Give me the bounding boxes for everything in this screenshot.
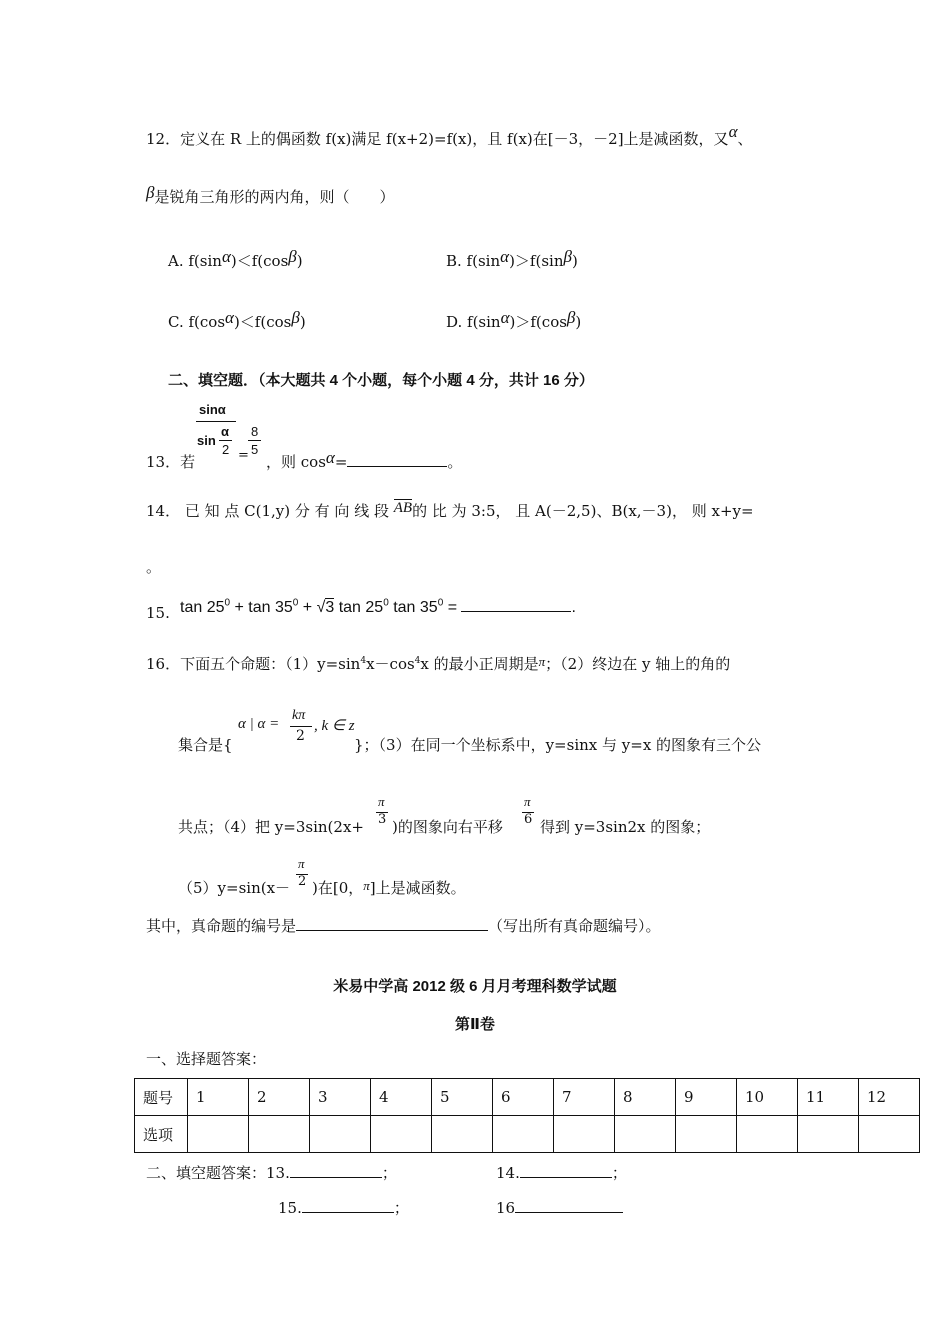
q16-text: x 的最小正周期是 (420, 655, 539, 673)
option-text: )＜f(cos (230, 252, 289, 270)
table-cell: 4 (371, 1079, 432, 1116)
q16-line2b: }；（3）在同一个坐标系中，y=sinx 与 y=x 的图象有三个公 (354, 736, 762, 754)
q16-answer-blank[interactable] (296, 915, 488, 931)
answer-cell[interactable] (554, 1116, 615, 1153)
pi-half-den: 2 (298, 874, 307, 889)
alpha-symbol: α (325, 448, 335, 467)
q16-line4a: （5）y=sin(x－ (178, 879, 291, 897)
q16-line2 (178, 734, 233, 755)
option-text: ) (575, 313, 582, 331)
formula-part: tan 25 (180, 599, 225, 616)
power-sup: 4 (360, 656, 367, 666)
q13-fraction-bar (196, 421, 236, 422)
blank-16[interactable] (515, 1197, 623, 1213)
degree-sup: 0 (292, 597, 299, 609)
q16-line3b: )的图象向右平移 (392, 818, 503, 836)
alpha-symbol: α (221, 247, 231, 266)
formula-part: tan 35 (388, 599, 438, 616)
q15-line (146, 604, 170, 622)
q14-text-a: 14． 已 知 点 C(1,y) 分 有 向 线 段 (146, 502, 389, 520)
fill-row-2 (278, 1197, 409, 1218)
power-sup: 4 (414, 656, 421, 666)
formula-part: + tan 35 (230, 599, 293, 616)
blank-16-label: 16 (496, 1199, 516, 1217)
degree-sup: 0 (437, 597, 444, 609)
formula-part: tan 25 (334, 599, 384, 616)
table-row (135, 1079, 920, 1116)
q12-line1 (146, 122, 753, 149)
q16-text: （写出所有真命题编号）。 (488, 917, 661, 935)
option-text: ) (571, 252, 578, 270)
q16-text: 集合是{ (178, 736, 233, 754)
vector-ab (394, 499, 412, 517)
q16-text: ]上是减函数。 (369, 879, 466, 897)
alpha-symbol: α (257, 716, 266, 732)
option-text: B. f(sin (446, 252, 501, 270)
table-cell: 7 (554, 1079, 615, 1116)
table-cell: 6 (493, 1079, 554, 1116)
q13-fraction-num: sinα (199, 402, 226, 417)
q16-text: x－cos (366, 655, 415, 673)
option-text: )＜f(cos (233, 313, 292, 331)
set-den: 2 (296, 728, 305, 744)
answer-cell[interactable] (188, 1116, 249, 1153)
beta-symbol: β (291, 308, 300, 327)
q16-line3a: 共点；（4）把 y=3sin(2x+ (178, 818, 364, 836)
answer-cell[interactable] (432, 1116, 493, 1153)
fill-row-1 (146, 1162, 397, 1183)
formula-part: 3 (325, 599, 335, 616)
alpha-symbol: α (728, 122, 738, 141)
formula-part: + (298, 599, 317, 616)
q12-option-d (446, 308, 582, 332)
option-text: D. f(sin (446, 313, 501, 331)
q13-tail (266, 448, 463, 472)
blank-14-label: 14. (496, 1164, 520, 1182)
section-heading: 二、填空题．（本大题共 4 个小题，每个小题 4 分，共计 16 分） (168, 372, 594, 389)
set-num: kπ (292, 708, 306, 723)
set-bar (290, 726, 312, 727)
q16-text: )在[0， (312, 879, 364, 897)
option-text: ) (299, 313, 306, 331)
q16-line5 (146, 915, 661, 936)
table-cell: 1 (188, 1079, 249, 1116)
q13-den-bar (219, 440, 232, 441)
answer-cell[interactable] (676, 1116, 737, 1153)
q13-den-sin: sin (197, 433, 216, 448)
table-cell: 9 (676, 1079, 737, 1116)
alpha-symbol: α (500, 247, 510, 266)
q15-formula (180, 596, 576, 617)
alpha-symbol: α (500, 308, 510, 327)
semicolon: ； (393, 1199, 409, 1217)
pi-symbol: π (363, 878, 370, 893)
q12-line2 (146, 183, 395, 207)
q12-option-a (168, 247, 303, 271)
set-expr (238, 716, 279, 733)
q13-frac8-bar (248, 440, 261, 441)
vector-ab-label: AB (393, 500, 413, 516)
q13-eq2: = (334, 453, 348, 471)
q14-line1 (146, 500, 754, 521)
q13-frac8-den: 5 (251, 442, 259, 457)
separator: 、 (737, 130, 753, 148)
answer-cell[interactable] (798, 1116, 859, 1153)
answer-cell[interactable] (737, 1116, 798, 1153)
pi-third-den: 3 (378, 812, 387, 827)
answer-cell[interactable] (310, 1116, 371, 1153)
table-cell: 8 (615, 1079, 676, 1116)
table-cell: 12 (859, 1079, 920, 1116)
pi-sixth-den: 6 (524, 812, 533, 827)
q16-text: 其中，真命题的编号是 (146, 917, 297, 935)
option-text: ) (296, 252, 303, 270)
answer-cell[interactable] (615, 1116, 676, 1153)
blank-15[interactable] (302, 1197, 394, 1213)
option-text: )＞f(cos (509, 313, 567, 331)
pi-third-num: π (378, 794, 385, 809)
pi-sixth-num: π (524, 794, 531, 809)
table-header-label: 题号 (135, 1079, 188, 1116)
alpha-symbol: α (225, 308, 234, 327)
table-row (135, 1116, 920, 1153)
table-cell: 11 (798, 1079, 859, 1116)
table-cell: 2 (249, 1079, 310, 1116)
sqrt-icon: √ (316, 599, 326, 616)
q13-answer-blank[interactable] (347, 451, 447, 467)
beta-symbol: β (146, 183, 155, 202)
q12-option-c (168, 308, 306, 332)
formula-part: = (443, 599, 462, 616)
fill-row-2b (496, 1197, 623, 1217)
q16-text: 16．下面五个命题：（1）y=sin (146, 655, 361, 673)
q13-line (146, 451, 195, 472)
table-cell: 3 (310, 1079, 371, 1116)
semicolon: ； (611, 1164, 627, 1182)
blank-15-label: 15. (278, 1199, 302, 1217)
option-text: A. f(sin (168, 252, 222, 270)
answer-cell[interactable] (493, 1116, 554, 1153)
q13-prefix: 13．若 (146, 453, 196, 471)
option-text: C. f(cos (168, 313, 226, 331)
option-text: )＞f(sin (509, 252, 564, 270)
answer-cell[interactable] (859, 1116, 920, 1153)
set-bar-char: | (245, 716, 258, 732)
q16-line4b (312, 877, 466, 898)
fill-row-1b (496, 1162, 627, 1183)
fill-label: 二、填空题答案： (146, 1164, 267, 1182)
degree-sup: 0 (383, 597, 389, 609)
q16-text: ；（2）终边在 y 轴上的角的 (545, 655, 731, 673)
q14-line2: 。 (146, 558, 162, 576)
q13-frac8-num: 8 (251, 424, 259, 439)
table-cell: 5 (432, 1079, 493, 1116)
choice-label: 一、选择题答案： (146, 1050, 267, 1068)
q12-text: 12．定义在 R 上的偶函数 f(x)满足 f(x+2)=f(x)，且 f(x)在[－3，－2]上是减函数，又 (146, 130, 729, 148)
pi-half-num: π (298, 856, 305, 871)
alpha-symbol: α (238, 716, 246, 732)
q13-mid: ，则 cos (266, 453, 326, 471)
blank-13-label: 13. (266, 1164, 290, 1182)
beta-symbol: β (288, 247, 297, 266)
q16-line1 (146, 653, 730, 674)
q13-den-two: 2 (222, 442, 230, 457)
q16-line3c: 得到 y=3sin2x 的图象； (540, 818, 711, 836)
q12-text-2: 是锐角三角形的两内角，则（ ） (154, 188, 395, 206)
answer-cell[interactable] (371, 1116, 432, 1153)
q15-end: . (571, 599, 576, 616)
blank-14[interactable] (520, 1162, 612, 1178)
answer-cell[interactable] (249, 1116, 310, 1153)
school-title: 米易中学高 2012 级 6 月月考理科数学试题 (333, 978, 617, 995)
q15-prefix: 15. (146, 604, 170, 622)
beta-symbol: β (563, 247, 572, 266)
q15-answer-blank[interactable] (461, 596, 571, 612)
q13-end: 。 (447, 453, 463, 471)
table-cell: 10 (737, 1079, 798, 1116)
pi-symbol: π (538, 654, 546, 669)
answer-table (134, 1078, 920, 1153)
semicolon: ； (381, 1164, 397, 1182)
set-eq: = (265, 716, 280, 732)
table-row-label: 选项 (135, 1116, 188, 1153)
beta-symbol: β (566, 308, 576, 327)
set-tail: , k ∈ z (314, 718, 355, 734)
blank-13[interactable] (290, 1162, 382, 1178)
volume-title: 第Ⅱ卷 (455, 1016, 495, 1033)
degree-sup: 0 (224, 597, 231, 609)
q13-den-alpha: α (221, 424, 229, 439)
q14-text-b: 的 比 为 3:5， 且 A(－2,5)、B(x,－3)， 则 x+y= (412, 502, 754, 520)
q13-eq: = (238, 448, 249, 463)
q12-option-b (446, 247, 578, 271)
